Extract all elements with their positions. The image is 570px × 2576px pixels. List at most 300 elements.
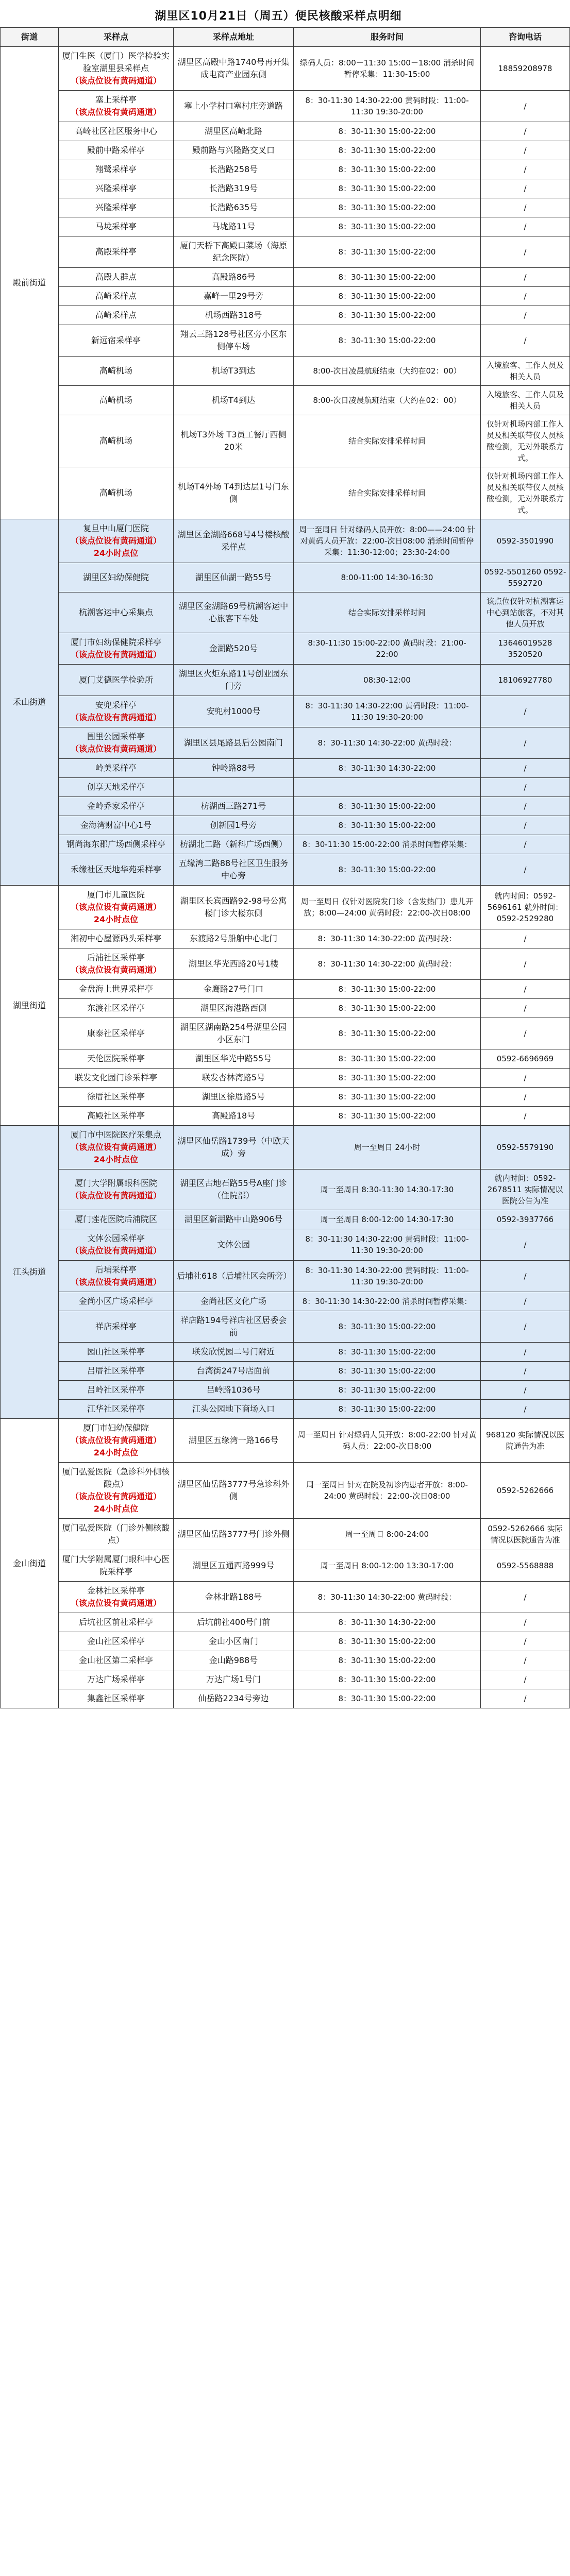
yellow-code-flag: （该点位设有黄码通道） <box>70 76 161 86</box>
table-row <box>1 287 570 306</box>
table-row <box>1 886 570 929</box>
site-name-cell <box>59 999 174 1018</box>
site-address: 湖里区仙岳路3777号门诊外侧 <box>174 1519 294 1550</box>
contact-phone: / <box>481 948 570 980</box>
service-time: 8:00-次日凌晨航班结束（大约在02：00） <box>294 357 481 386</box>
yellow-code-flag: （该点位设有黄码通道） <box>70 1435 161 1445</box>
table-row <box>1 999 570 1018</box>
site-name: 江华社区采样亭 <box>87 1404 145 1414</box>
contact-phone: 0592-5579190 <box>481 1126 570 1170</box>
table-row <box>1 1229 570 1261</box>
site-address: 金湖路520号 <box>174 633 294 665</box>
site-address: 嘉峰一里29号旁 <box>174 287 294 306</box>
site-address: 湖里区火炬东路11号创业园东门旁 <box>174 665 294 696</box>
site-name-cell <box>59 696 174 727</box>
contact-phone: / <box>481 1343 570 1362</box>
service-time: 周一至周日 针对绿码人员开放：8:00-22:00 针对黄码人员：22:00-次日8:00 <box>294 1419 481 1463</box>
site-name-cell <box>59 47 174 91</box>
service-time: 8：30-11:30 15:00-22:00 <box>294 160 481 179</box>
site-name: 集鑫社区采样亭 <box>87 1693 145 1703</box>
table-row <box>1 1088 570 1107</box>
site-address: 金尚社区文化广场 <box>174 1292 294 1311</box>
24h-flag: 24小时点位 <box>93 1155 139 1164</box>
contact-phone: / <box>481 122 570 141</box>
site-name: 禾缘社区天地华苑采样亭 <box>70 865 161 874</box>
yellow-code-flag: （该点位设有黄码通道） <box>70 650 161 659</box>
site-name: 高崎社区社区服务中心 <box>74 126 157 136</box>
site-name: 厦门市中医院医疗采集点 <box>70 1130 161 1140</box>
page-title: 湖里区10月21日（周五）便民核酸采样点明细 <box>155 10 402 23</box>
contact-phone: / <box>481 1651 570 1670</box>
site-address: 金山路988号 <box>174 1651 294 1670</box>
table-row <box>1 160 570 179</box>
site-name: 高崎机场 <box>99 488 132 498</box>
service-time: 8：30-11:30 15:00-22:00 <box>294 999 481 1018</box>
table-row <box>1 179 570 198</box>
site-address: 湖里区徐厝路5号 <box>174 1088 294 1107</box>
service-time: 8:00-11:00 14:30-16:30 <box>294 563 481 592</box>
header-phone: 咨询电话 <box>481 28 570 47</box>
street-cell: 禾山街道 <box>1 519 59 886</box>
table-row <box>1 91 570 122</box>
table-row <box>1 1049 570 1069</box>
contact-phone: 0592-5262666 实际情况以医院通告为准 <box>481 1519 570 1550</box>
contact-phone: / <box>481 778 570 797</box>
site-name-cell <box>59 1107 174 1126</box>
site-address: 湖里区仙湖一路55号 <box>174 563 294 592</box>
service-time: 8：30-11:30 14:30-22:00 黄码时段： <box>294 727 481 759</box>
site-address: 湖里区新湖路中山路906号 <box>174 1210 294 1229</box>
site-name: 岭美采样亭 <box>95 763 137 773</box>
table-row <box>1 1362 570 1381</box>
contact-phone: 仅针对机场内部工作人员及相关联带仪人员核酸检测，无对外联系方式。 <box>481 467 570 519</box>
contact-phone: / <box>481 141 570 160</box>
service-time: 8：30-11:30 15:00-22:00 <box>294 797 481 816</box>
service-time: 8：30-11:30 15:00-22:00 <box>294 179 481 198</box>
contact-phone: 该点位仅针对杭潮客运中心到站旅客，不对其他人员开放 <box>481 592 570 633</box>
yellow-code-flag: （该点位设有黄码通道） <box>70 1246 161 1256</box>
service-time: 周一至周日 8:30-11:30 14:30-17:30 <box>294 1170 481 1210</box>
site-name-cell <box>59 1292 174 1311</box>
service-time: 周一至周日 8:00-12:00 14:30-17:30 <box>294 1210 481 1229</box>
site-address: 江头公园地下商场入口 <box>174 1400 294 1419</box>
site-name-cell <box>59 122 174 141</box>
contact-phone: / <box>481 759 570 778</box>
site-address: 湖里区五缘湾一路166号 <box>174 1419 294 1463</box>
site-address: 高殿路86号 <box>174 268 294 287</box>
site-address: 吕岭路1036号 <box>174 1381 294 1400</box>
contact-phone: / <box>481 1582 570 1613</box>
site-address: 长浩路635号 <box>174 198 294 217</box>
site-name: 高殿人群点 <box>95 272 137 282</box>
contact-phone: / <box>481 268 570 287</box>
table-row <box>1 1343 570 1362</box>
service-time: 8：30-11:30 14:30-22:00 黄码时段：11:00-11:30 19:30-20:00 <box>294 91 481 122</box>
site-address: 湖里区华光中路55号 <box>174 1049 294 1069</box>
table-row <box>1 1613 570 1632</box>
service-time: 8：30-11:30 15:00-22:00 <box>294 854 481 886</box>
site-name-cell <box>59 797 174 816</box>
site-address: 塞上小学村口塞村庄旁道路 <box>174 91 294 122</box>
contact-phone: / <box>481 1381 570 1400</box>
table-header <box>1 28 570 47</box>
contact-phone: / <box>481 1261 570 1292</box>
header-street: 街道 <box>1 28 59 47</box>
site-name: 湖里区妇幼保健院 <box>82 572 149 582</box>
24h-flag: 24小时点位 <box>93 1448 139 1458</box>
service-time: 8：30-11:30 15:00-22:00 <box>294 1343 481 1362</box>
service-time: 8：30-11:30 15:00-22:00 <box>294 306 481 325</box>
site-name-cell <box>59 1463 174 1519</box>
site-name: 安兜采样亭 <box>95 700 137 710</box>
yellow-code-flag: （该点位设有黄码通道） <box>70 902 161 912</box>
service-time <box>294 778 481 797</box>
site-name-cell <box>59 91 174 122</box>
24h-flag: 24小时点位 <box>93 914 139 924</box>
site-address: 长浩路258号 <box>174 160 294 179</box>
table-row <box>1 141 570 160</box>
table-row <box>1 386 570 415</box>
site-name: 杭潮客运中心采集点 <box>78 607 153 617</box>
contact-phone: / <box>481 1229 570 1261</box>
site-name: 吕岭社区采样亭 <box>87 1385 145 1395</box>
site-address: 机场T3外场 T3员工餐厅西侧20米 <box>174 415 294 467</box>
site-name-cell <box>59 835 174 854</box>
site-name: 高崎机场 <box>99 366 132 376</box>
service-time: 8：30-11:30 15:00-22:00 <box>294 816 481 835</box>
service-time: 8：30-11:30 15:00-22:00 <box>294 1107 481 1126</box>
site-address: 枋湖西三路271号 <box>174 797 294 816</box>
site-name-cell <box>59 1550 174 1582</box>
site-name-cell <box>59 633 174 665</box>
contact-phone: 18859208978 <box>481 47 570 91</box>
contact-phone: 0592-5501260 0592-5592720 <box>481 563 570 592</box>
site-name: 厦门艾德医学检验所 <box>78 675 153 685</box>
site-name: 文体公园采样亭 <box>87 1233 145 1243</box>
site-name: 塞上采样亭 <box>95 95 137 105</box>
service-time: 8：30-11:30 15:00-22:00 <box>294 287 481 306</box>
contact-phone: / <box>481 1107 570 1126</box>
table-row <box>1 778 570 797</box>
site-address: 湖里区湖南路254号湖里公园小区东门 <box>174 1018 294 1049</box>
table-row <box>1 696 570 727</box>
site-name-cell <box>59 1170 174 1210</box>
site-name: 高殿采样亭 <box>95 247 137 257</box>
site-address: 湖里区仙岳路1739号（中欧天成）旁 <box>174 1126 294 1170</box>
service-time: 8:30-11:30 15:00-22:00 黄码时段：21:00-22:00 <box>294 633 481 665</box>
table-row <box>1 1170 570 1210</box>
site-name-cell <box>59 1519 174 1550</box>
table-row <box>1 1018 570 1049</box>
site-name-cell <box>59 1126 174 1170</box>
site-name-cell <box>59 816 174 835</box>
site-name-cell <box>59 198 174 217</box>
table-row <box>1 1689 570 1708</box>
site-name: 万达广场采样亭 <box>87 1674 145 1684</box>
site-name: 翔鹭采样亭 <box>95 164 137 174</box>
contact-phone: 0592-3937766 <box>481 1210 570 1229</box>
table-row <box>1 519 570 563</box>
site-name-cell <box>59 141 174 160</box>
table-row <box>1 1261 570 1292</box>
service-time: 结合实际安排采样时间 <box>294 415 481 467</box>
table-row <box>1 236 570 268</box>
table-row <box>1 268 570 287</box>
yellow-code-flag: （该点位设有黄码通道） <box>70 1277 161 1287</box>
site-name-cell <box>59 665 174 696</box>
service-time: 8：30-11:30 14:30-22:00 黄码时段：11:00-11:30 19:30-20:00 <box>294 1229 481 1261</box>
service-time: 周一至周日 8:00-24:00 <box>294 1519 481 1550</box>
table-row <box>1 306 570 325</box>
table-row <box>1 122 570 141</box>
service-time: 8：30-11:30 15:00-22:00 <box>294 1311 481 1343</box>
service-time: 8：30-11:30 15:00-22:00 <box>294 1689 481 1708</box>
yellow-code-flag: （该点位设有黄码通道） <box>70 1191 161 1200</box>
site-name-cell <box>59 1229 174 1261</box>
table-row <box>1 1582 570 1613</box>
table-body <box>1 47 570 1708</box>
service-time: 8：30-11:30 15:00-22:00 <box>294 141 481 160</box>
site-name: 后埔采样亭 <box>95 1265 137 1275</box>
service-time: 8：30-11:30 15:00-22:00 <box>294 268 481 287</box>
contact-phone: 就内时间：0592-5696161 就外时间：0592-2529280 <box>481 886 570 929</box>
site-name: 高崎采样点 <box>95 310 137 320</box>
contact-phone: / <box>481 854 570 886</box>
site-address: 湖里区海港路西侧 <box>174 999 294 1018</box>
site-name-cell <box>59 980 174 999</box>
site-name-cell <box>59 1210 174 1229</box>
yellow-code-flag: （该点位设有黄码通道） <box>70 713 161 722</box>
site-address: 马垅路11号 <box>174 217 294 236</box>
service-time: 8：30-11:30 15:00-22:00 <box>294 1362 481 1381</box>
table-row <box>1 1519 570 1550</box>
service-time: 8：30-11:30 14:30-22:00 黄码时段： <box>294 1582 481 1613</box>
site-name-cell <box>59 1088 174 1107</box>
table-row <box>1 1292 570 1311</box>
service-time: 8：30-11:30 14:30-22:00 黄码时段：11:00-11:30 19:30-20:00 <box>294 696 481 727</box>
site-address: 湖里区仙岳路3777号急诊科外侧 <box>174 1463 294 1519</box>
service-time: 8：30-11:30 15:00-22:00 <box>294 980 481 999</box>
contact-phone: / <box>481 198 570 217</box>
table-row <box>1 835 570 854</box>
site-name-cell <box>59 1651 174 1670</box>
site-address: 枋湖北二路（新科广场西侧） <box>174 835 294 854</box>
service-time: 8：30-11:30 15:00-22:00 <box>294 1651 481 1670</box>
table-row <box>1 415 570 467</box>
site-name: 祥店采样亭 <box>95 1321 137 1331</box>
site-name: 园山社区采样亭 <box>87 1347 145 1357</box>
site-address: 金山小区南门 <box>174 1632 294 1651</box>
site-address: 文体公园 <box>174 1229 294 1261</box>
table-row <box>1 198 570 217</box>
service-time: 8：30-11:30 15:00-22:00 <box>294 198 481 217</box>
site-name-cell <box>59 306 174 325</box>
site-name: 厦门市妇幼保健院 <box>82 1423 149 1433</box>
site-name: 徐厝社区采样亭 <box>87 1092 145 1101</box>
table-row <box>1 665 570 696</box>
24h-flag: 24小时点位 <box>93 1504 139 1514</box>
table-row <box>1 633 570 665</box>
street-cell: 江头街道 <box>1 1126 59 1419</box>
site-name: 厦门弘爱医院（门诊外侧核酸点） <box>62 1523 170 1545</box>
site-name: 天伦医院采样亭 <box>87 1054 145 1063</box>
site-address: 联发欣悦园二号门附近 <box>174 1343 294 1362</box>
site-name-cell <box>59 1689 174 1708</box>
site-name: 创享天地采样亭 <box>87 782 145 792</box>
table-row <box>1 1311 570 1343</box>
service-time: 8：30-11:30 15:00-22:00 <box>294 1400 481 1419</box>
table-row <box>1 1107 570 1126</box>
site-address: 湖里区县尾路县后公园南门 <box>174 727 294 759</box>
service-time: 周一至周日 仅针对医院发门诊（含发热门）患儿开放；8:00—24:00 黄码时段：22:00-次日08:00 <box>294 886 481 929</box>
site-address: 湖里区高崎北路 <box>174 122 294 141</box>
site-name: 钢尚海东郡广场西侧采样亭 <box>66 839 165 849</box>
site-address: 高殿路18号 <box>174 1107 294 1126</box>
site-address: 台湾街247号店面前 <box>174 1362 294 1381</box>
contact-phone: 入境旅客、工作人员及相关人员 <box>481 386 570 415</box>
site-name-cell <box>59 592 174 633</box>
contact-phone: / <box>481 1632 570 1651</box>
street-cell: 金山街道 <box>1 1419 59 1708</box>
service-time: 8：30-11:30 15:00-22:00 <box>294 236 481 268</box>
contact-phone: / <box>481 287 570 306</box>
site-name: 东渡社区采样亭 <box>87 1003 145 1013</box>
service-time: 8：30-11:30 14:30-22:00 黄码时段：11:00-11:30 19:30-20:00 <box>294 1261 481 1292</box>
site-name: 殿前中路采样亭 <box>87 145 145 155</box>
table-row <box>1 980 570 999</box>
contact-phone: / <box>481 325 570 357</box>
site-address: 仙岳路2234号旁边 <box>174 1689 294 1708</box>
site-name: 康泰社区采样亭 <box>87 1028 145 1038</box>
site-name-cell <box>59 1381 174 1400</box>
site-name: 金岭乔家采样亭 <box>87 801 145 811</box>
service-time: 8：30-11:30 14:30-22:00 消杀时间暂停采集： <box>294 1292 481 1311</box>
contact-phone: / <box>481 929 570 948</box>
site-address: 湖里区金湖路69号杭潮客运中心旅客下车处 <box>174 592 294 633</box>
site-name-cell <box>59 1582 174 1613</box>
site-name: 兴隆采样亭 <box>95 202 137 212</box>
site-address: 东渡路2号船舶中心北门 <box>174 929 294 948</box>
site-name: 厦门弘爱医院（急诊科外侧核酸点） <box>62 1467 170 1489</box>
site-name-cell <box>59 325 174 357</box>
site-name-cell <box>59 1311 174 1343</box>
site-address: 机场T3到达 <box>174 357 294 386</box>
site-name: 复旦中山厦门医院 <box>82 523 149 533</box>
contact-phone: / <box>481 160 570 179</box>
contact-phone: / <box>481 835 570 854</box>
table-row <box>1 1463 570 1519</box>
yellow-code-flag: （该点位设有黄码通道） <box>70 744 161 754</box>
service-time: 周一至周日 8:00-12:00 13:30-17:00 <box>294 1550 481 1582</box>
site-name: 后坑社区前社采样亭 <box>78 1617 153 1627</box>
service-time: 8：30-11:30 15:00-22:00 <box>294 1088 481 1107</box>
site-address: 湖里区古地石路55号A座门诊（住院部） <box>174 1170 294 1210</box>
site-name-cell <box>59 236 174 268</box>
site-address: 湖里区金湖路668号4号楼核酸采样点 <box>174 519 294 563</box>
contact-phone: / <box>481 1088 570 1107</box>
site-address: 创新园1号旁 <box>174 816 294 835</box>
service-time: 周一至周日 针对绿码人员开放：8:00——24:00 针对黄码人员开放：22:00-次日08:00 消杀时间暂停采集：11:30-12:00；23:30-24:00 <box>294 519 481 563</box>
site-name: 厦门大学附属眼科医院 <box>74 1178 157 1188</box>
site-name: 联发文化园门诊采样亭 <box>74 1073 157 1082</box>
site-address: 万达广场1号门 <box>174 1670 294 1689</box>
table-row <box>1 929 570 948</box>
contact-phone: / <box>481 1670 570 1689</box>
yellow-code-flag: （该点位设有黄码通道） <box>70 1598 161 1608</box>
contact-phone: 0592-5568888 <box>481 1550 570 1582</box>
contact-phone: / <box>481 696 570 727</box>
yellow-code-flag: （该点位设有黄码通道） <box>70 965 161 975</box>
site-name-cell <box>59 778 174 797</box>
site-address: 后坑前社400号门前 <box>174 1613 294 1632</box>
site-name-cell <box>59 759 174 778</box>
header-site: 采样点 <box>59 28 174 47</box>
table-row <box>1 1651 570 1670</box>
site-name-cell <box>59 1419 174 1463</box>
table-row <box>1 563 570 592</box>
contact-phone: / <box>481 727 570 759</box>
table-row <box>1 1069 570 1088</box>
yellow-code-flag: （该点位设有黄码通道） <box>70 1142 161 1152</box>
contact-phone: / <box>481 1400 570 1419</box>
service-time: 8：30-11:30 15:00-22:00 <box>294 217 481 236</box>
service-time: 8：30-11:30 15:00-22:00 <box>294 325 481 357</box>
site-name: 新远宿采样亭 <box>91 335 141 345</box>
service-time: 结合实际安排采样时间 <box>294 467 481 519</box>
site-address: 机场T4到达 <box>174 386 294 415</box>
site-name-cell <box>59 1613 174 1632</box>
table-row <box>1 1400 570 1419</box>
service-time: 8：30-11:30 14:30-22:00 黄码时段： <box>294 929 481 948</box>
service-time: 8：30-11:30 15:00-22:00 <box>294 1670 481 1689</box>
street-cell: 湖里街道 <box>1 886 59 1126</box>
site-address: 湖里区华光西路20号1楼 <box>174 948 294 980</box>
site-name: 金山社区采样亭 <box>87 1636 145 1646</box>
header-time: 服务时间 <box>294 28 481 47</box>
table-row <box>1 47 570 91</box>
contact-phone: / <box>481 306 570 325</box>
table-row <box>1 727 570 759</box>
service-time: 8：30-11:30 15:00-22:00 消杀时间暂停采集： <box>294 835 481 854</box>
site-address: 五缘湾二路88号社区卫生服务中心旁 <box>174 854 294 886</box>
table-row <box>1 1126 570 1170</box>
contact-phone: / <box>481 1069 570 1088</box>
service-time: 结合实际安排采样时间 <box>294 592 481 633</box>
site-name-cell <box>59 519 174 563</box>
contact-phone: 13646019528 3520520 <box>481 633 570 665</box>
site-address: 湖里区高殿中路1740号再开集成电商产业园东侧 <box>174 47 294 91</box>
service-time: 8：30-11:30 15:00-22:00 <box>294 1049 481 1069</box>
site-name: 金山社区第二采样亭 <box>78 1655 153 1665</box>
site-name-cell <box>59 1069 174 1088</box>
site-address: 机场T4外场 T4到达层1号门东侧 <box>174 467 294 519</box>
site-name: 吕厝社区采样亭 <box>87 1366 145 1376</box>
site-name: 厦门莲花医院后浦院区 <box>74 1214 157 1224</box>
site-name-cell <box>59 929 174 948</box>
contact-phone: 入境旅客、工作人员及相关人员 <box>481 357 570 386</box>
contact-phone: / <box>481 816 570 835</box>
table-row <box>1 1632 570 1651</box>
table-row <box>1 797 570 816</box>
table-row <box>1 759 570 778</box>
site-address: 湖里区长宾西路92-98号公寓楼门诊大楼东侧 <box>174 886 294 929</box>
site-name-cell <box>59 160 174 179</box>
yellow-code-flag: （该点位设有黄码通道） <box>70 536 161 546</box>
service-time: 周一至周日 24小时 <box>294 1126 481 1170</box>
site-address: 厦门天桥下高殿口菜场（海原纪念医院） <box>174 236 294 268</box>
site-address: 翔云三路128号社区旁小区东侧停车场 <box>174 325 294 357</box>
site-name-cell <box>59 357 174 386</box>
